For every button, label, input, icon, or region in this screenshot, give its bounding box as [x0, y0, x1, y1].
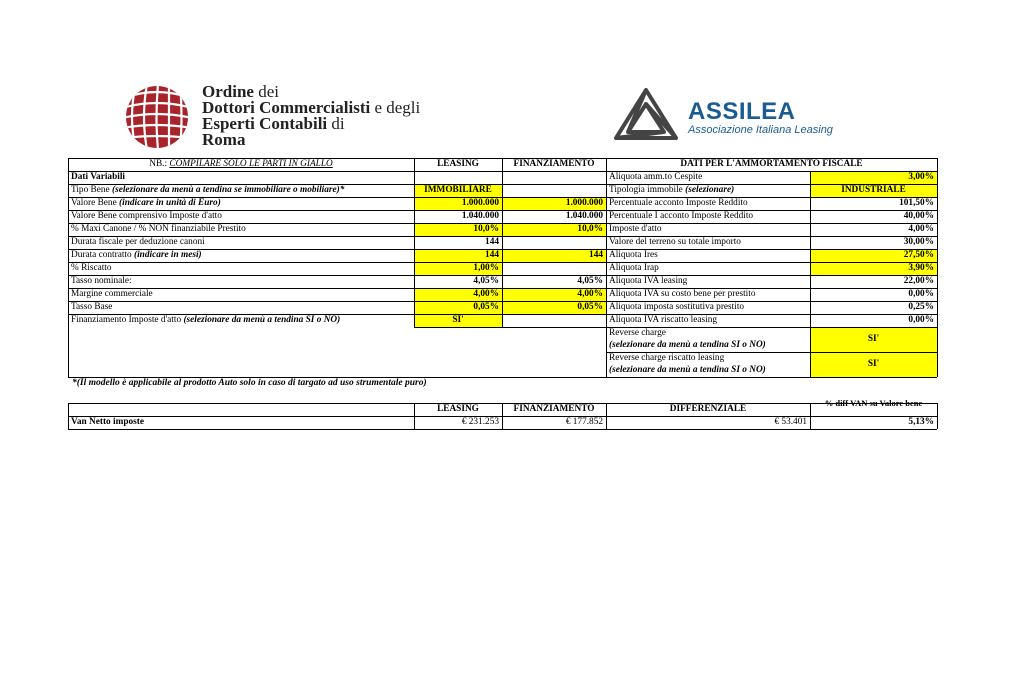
fiscal-label	[606, 262, 810, 275]
grid-line	[414, 327, 606, 328]
row-label-text: Aliquota imposta sostitutiva prestito	[609, 302, 745, 312]
footnote: *(Il modello è applicabile al prodotto Auto solo in caso di targato ad uso strumentale puro)	[72, 378, 427, 388]
van-finanziamento: € 177.852	[565, 417, 603, 427]
nb-label: NB.:	[149, 159, 170, 169]
row-label-text: Percentuale I acconto Imposte Reddito	[609, 211, 754, 221]
fiscal-label	[606, 249, 810, 262]
finanziamento-value-cell	[502, 236, 606, 249]
fiscal-value-cell: 4,00%	[908, 224, 934, 234]
row-label-text: Aliquota Ires	[609, 250, 658, 260]
fiscal-label	[606, 184, 810, 197]
leasing-value-cell[interactable]: SI'	[414, 314, 502, 327]
finanziamento-value-cell[interactable]: 10,0%	[502, 223, 606, 236]
row-label	[68, 288, 414, 301]
finanziamento-value-cell	[502, 184, 606, 197]
fiscal-label	[606, 236, 810, 249]
row-label	[68, 249, 414, 262]
row-label-hint: (indicare in mesi)	[134, 250, 202, 260]
grid-line	[414, 158, 415, 327]
row-label-text: Valore Bene	[71, 198, 120, 208]
finanziamento-value-cell	[502, 262, 606, 275]
fiscal-label	[606, 223, 810, 236]
summary-header-blank	[68, 403, 414, 416]
row-label	[68, 171, 414, 184]
row-label	[68, 184, 414, 197]
grid-line	[414, 403, 415, 429]
row-label-text: Valore del terreno su totale importo	[609, 237, 741, 247]
row-label-text: % Riscatto	[71, 263, 112, 273]
van-differenziale: € 53.401	[774, 417, 807, 427]
leasing-value-cell[interactable]: IMMOBILIARE	[414, 184, 502, 197]
header-note	[68, 158, 414, 171]
fiscal-label	[606, 314, 810, 327]
summary-header-differenziale: DIFFERENZIALE	[669, 404, 747, 414]
leasing-value-cell[interactable]: 4,00%	[414, 288, 502, 301]
row-label-hint: (selezionare da menù a tendina SI o NO)	[183, 315, 341, 325]
header-fiscale: DATI PER L'AMMORTAMENTO FISCALE	[680, 159, 863, 169]
leasing-value-cell[interactable]: 1,00%	[414, 262, 502, 275]
reverse-charge-label	[606, 327, 810, 352]
leasing-value-cell[interactable]: 0,05%	[414, 301, 502, 314]
row-label	[68, 314, 414, 327]
van-pct: 5,13%	[908, 417, 934, 427]
fiscal-value-cell: 0,00%	[908, 315, 934, 325]
row-label-text: Aliquota amm.to Cespite	[609, 172, 703, 182]
reverse-charge-label	[606, 352, 810, 377]
row-label-text: Aliquota IVA riscatto leasing	[609, 315, 718, 325]
row-label-text: Tasso Base	[71, 302, 113, 312]
grid-line	[606, 327, 937, 328]
grid-line	[502, 158, 503, 327]
row-label	[68, 223, 414, 236]
row-label-hint: (selezionare)	[685, 185, 735, 195]
finanziamento-value-cell[interactable]: 4,00%	[502, 288, 606, 301]
finanziamento-value-cell[interactable]: 1.000.000	[502, 197, 606, 210]
row-label-text: Margine commerciale	[71, 289, 153, 299]
fiscal-label	[606, 275, 810, 288]
row-label	[68, 236, 414, 249]
reverse-charge-title: Reverse charge	[609, 328, 666, 338]
finanziamento-value-cell	[502, 171, 606, 184]
grid-line	[606, 352, 937, 353]
reverse-charge-hint: (selezionare da menù a tendina SI o NO)	[609, 340, 766, 350]
row-label	[68, 275, 414, 288]
nb-instruction: COMPILARE SOLO LE PARTI IN GIALLO	[169, 159, 333, 169]
finanziamento-value-cell[interactable]: 0,05%	[502, 301, 606, 314]
grid-line	[68, 403, 69, 429]
row-label-text: Tasso nominale:	[71, 276, 132, 286]
row-label-text: Tipo Bene	[71, 185, 112, 195]
leasing-value-cell[interactable]: 144	[414, 249, 502, 262]
fiscal-value-cell: 40,00%	[903, 211, 934, 221]
assilea-subtitle: Associazione Italiana Leasing	[688, 124, 833, 136]
row-label-text: Aliquota IVA leasing	[609, 276, 688, 286]
leasing-value-cell[interactable]: 10,0%	[414, 223, 502, 236]
assilea-triangle-icon	[612, 86, 680, 142]
reverse-charge-hint: (selezionare da menù a tendina SI o NO)	[609, 365, 766, 375]
finanziamento-value-cell: 4,05%	[577, 276, 603, 286]
finanziamento-value-cell: 1.040.000	[565, 211, 603, 221]
summary-header-pct	[810, 399, 937, 416]
fiscal-value-cell[interactable]: 3,90%	[810, 262, 937, 275]
row-label-text: Aliquota Irap	[609, 263, 659, 273]
odc-logo	[122, 84, 452, 154]
row-label-text: % Maxi Canone / % NON finanziabile Prestito	[71, 224, 246, 234]
odc-logo-text: Ordine dei Dottori Commercialisti e degli Esperti Contabili di Roma	[202, 82, 421, 149]
summary-row-label: Van Netto imposte	[71, 417, 144, 427]
leasing-value-cell[interactable]: 1.000.000	[414, 197, 502, 210]
row-label	[68, 262, 414, 275]
fiscal-value-cell[interactable]: INDUSTRIALE	[810, 184, 937, 197]
header-finanziamento: FINANZIAMENTO	[513, 159, 595, 169]
row-label-text: Imposte d'atto	[609, 224, 662, 234]
grid-line	[502, 403, 503, 429]
row-label-hint: (indicare in unità di Euro)	[119, 198, 221, 208]
globe-logo-icon	[122, 84, 192, 150]
row-label	[68, 301, 414, 314]
assilea-logo	[612, 86, 852, 144]
header-leasing: LEASING	[437, 159, 479, 169]
row-label-text: Durata contratto	[71, 250, 134, 260]
finanziamento-value-cell	[502, 314, 606, 327]
row-label-text: Finanziamento Imposte d'atto	[71, 315, 184, 325]
assilea-name: ASSILEA	[688, 98, 796, 125]
leasing-value-cell	[414, 171, 502, 184]
finanziamento-value-cell[interactable]: 144	[502, 249, 606, 262]
row-label-text: Percentuale acconto Imposte Reddito	[609, 198, 748, 208]
fiscal-label	[606, 301, 810, 314]
grid-line	[68, 158, 69, 377]
fiscal-value-cell[interactable]: 3,00%	[810, 171, 937, 184]
grid-line	[937, 158, 938, 377]
row-label-text: Valore Bene comprensivo Imposte d'atto	[71, 211, 222, 221]
reverse-charge-title: Reverse charge riscatto leasing	[609, 353, 725, 363]
grid-line	[606, 158, 607, 377]
leasing-value-cell: 4,05%	[473, 276, 499, 286]
grid-line	[810, 403, 811, 429]
grid-line	[937, 403, 938, 429]
row-label	[68, 197, 414, 210]
van-leasing: € 231.253	[461, 417, 499, 427]
reverse-charge-select[interactable]: SI'	[810, 352, 937, 377]
fiscal-label	[606, 210, 810, 223]
leasing-value-cell: 1.040.000	[461, 211, 499, 221]
row-label-text: Tipologia immobile	[609, 185, 686, 195]
fiscal-value-cell: 101,50%	[899, 198, 934, 208]
fiscal-value-cell: 30,00%	[903, 237, 934, 247]
row-label-text: Aliquota IVA su costo bene per prestito	[609, 289, 756, 299]
summary-header-finanziamento: FINANZIAMENTO	[513, 404, 595, 414]
reverse-charge-select[interactable]: SI'	[810, 327, 937, 352]
grid-line	[810, 171, 811, 377]
fiscal-value-cell: 0,25%	[908, 302, 934, 312]
summary-header-leasing: LEASING	[437, 404, 479, 414]
row-label	[68, 210, 414, 223]
grid-line	[68, 429, 937, 430]
fiscal-value-cell: 22,00%	[903, 276, 934, 286]
grid-line	[606, 403, 607, 429]
fiscal-label	[606, 288, 810, 301]
fiscal-label	[606, 171, 810, 184]
row-label-hint: (selezionare da menù a tendina se immobiliare o mobiliare)*	[111, 185, 345, 195]
fiscal-value-cell: 0,00%	[908, 289, 934, 299]
leasing-value-cell: 144	[485, 237, 499, 247]
row-label-text: Dati Variabili	[71, 172, 125, 182]
row-label-text: Durata fiscale per deduzione canoni	[71, 237, 205, 247]
fiscal-label	[606, 197, 810, 210]
fiscal-value-cell[interactable]: 27,50%	[810, 249, 937, 262]
